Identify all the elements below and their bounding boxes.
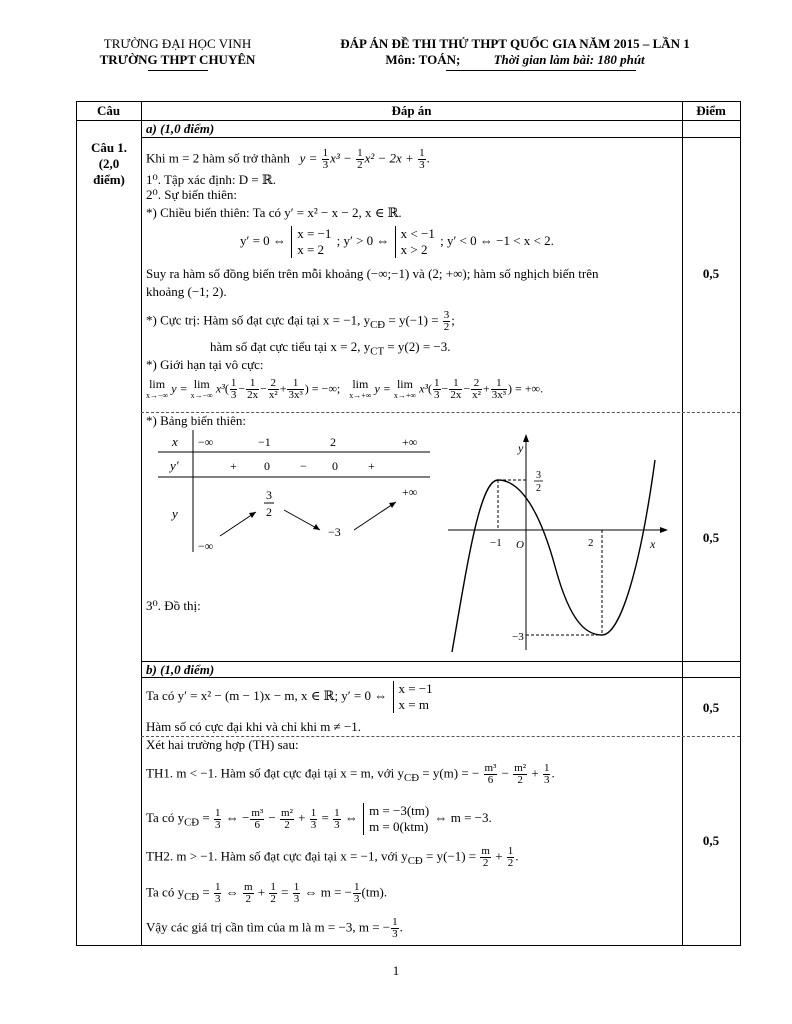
frac-den: 2x [450,389,462,401]
bbt-x-2: 2 [330,435,336,449]
bbt-yp-1: 0 [264,459,270,473]
text: Vậy các giá trị cần tìm của m là m = −3, m = − [146,919,391,935]
text: Khi m = 2 hàm số trở thành [146,150,290,166]
bbt-label: *) Bảng biến thiên: [146,413,247,428]
text: x > 2 [400,242,428,257]
part-a-title-line [141,137,740,138]
text: Ta có y [146,884,185,900]
part-b-line5: Ta có $y_{CĐ}$ = $\frac{1}{3}$ ⇔ − $\frac{\text{m³}}{6}$ − $\frac{\text{m²}}{2}$ + $\frac{1}{3}$ = $\frac{1}{3}$ ⇔ m = −3(tm) m = 0(ktm) ⇔ m = −3. [146,803,492,834]
frac-den: x² [268,389,278,401]
bbt-y-plus-inf: +∞ [402,485,418,499]
part-a-line5 [240,226,554,258]
text: = +∞. [515,381,544,396]
frac-num: 1 [449,378,462,390]
frac-num: 3 [443,309,450,321]
frac-num: 1 [357,147,363,159]
school-line2: TRƯỜNG THPT CHUYÊN [99,52,256,67]
page-number: 1 [392,963,400,978]
frac-num: 1 [287,378,303,390]
text: = y(−1) = [422,848,477,864]
question-number: Câu 1. [90,140,128,155]
graph-xlabel: x [650,537,656,551]
text: (tm). [361,884,388,900]
text: ⇔ m = −3. [434,809,492,825]
lim-subscript: x→−∞ [146,390,169,400]
score-a2: 0,5 [702,530,720,545]
part-a-line1: Khi m = 2 hàm số trở thành y = $\frac{1}{3}$ x³ − $\frac{1}{2}$ x² − 2x + $\frac{1}{3}$ . [146,147,430,171]
text: = y(m) = − [419,765,480,781]
subtitle-underline [446,70,636,71]
part-b-line1 [146,681,435,713]
frac-num: 2 [268,378,279,390]
exam-subtitle [300,52,730,68]
text: TH2. m > −1. Hàm số đạt cực đại tại x = −1, với y [146,848,408,864]
subject-label: Môn: TOÁN; [385,52,461,67]
subscript: CĐ [370,319,386,332]
part-b-title: b) (1,0 điểm) [146,662,215,677]
col-divider-2 [682,101,683,945]
part-a-line2: 1⁰. Tập xác định: D = ℝ. [146,172,276,187]
text: x = −1 [398,681,433,696]
frac-den: 3 [419,159,425,171]
score-a1: 0,5 [702,266,720,281]
frac-num: 1 [230,377,237,389]
frac-num: 1 [246,378,259,390]
frac-den: 2 [443,321,450,333]
text: x = −1 [297,226,332,241]
col-header-answer: Đáp án [391,103,432,118]
frac-den: 3x³ [288,389,303,401]
frac-den: 3x³ [491,389,506,401]
exam-header [300,36,730,71]
bbt-y-min: −3 [328,525,341,539]
part-b-title-line [141,677,740,678]
text: x < −1 [400,226,435,241]
text: = −∞; [311,381,341,396]
bbt-x-1: −1 [258,435,271,449]
text: *) Cực trị: Hàm số đạt cực đại tại x = −1, y [146,312,371,328]
text: ; y′ < 0 ⇔ −1 < x < 2. [440,232,554,248]
frac-den: 3 [230,389,237,401]
col-header-question: Câu [96,103,121,118]
function-graph [440,430,675,655]
subscript: CĐ [184,816,200,829]
part-b-line3: Xét hai trường hợp (TH) sau: [146,737,299,752]
bracket [291,226,331,258]
text: x = m [398,697,429,712]
frac-num: 2 [471,378,482,390]
part-b-line4: TH1. m < −1. Hàm số đạt cực đại tại x = m, với $y_{CĐ} = y(m)$ = − $\frac{\text{m³}}{6}$ − $\frac{\text{m²}}{2}$ + $\frac{1}{3}$ . [146,762,555,786]
col-divider-1 [141,101,142,945]
text: = y(2) = −3. [384,339,451,354]
bbt-x-0: −∞ [198,435,214,449]
school-line1: TRƯỜNG ĐẠI HỌC VINH [103,36,252,51]
bbt-y-minus-inf: −∞ [198,539,214,553]
bbt-y-max-num: 3 [266,488,272,502]
subscript: CT [370,345,385,358]
graph-origin: O [516,539,524,551]
part-b-line7: Ta có $y_{CĐ}$ = $\frac{1}{3}$ ⇔ $\frac{m}{2}$ + $\frac{1}{2}$ = $\frac{1}{3}$ ⇔ m = − $\frac{1}{3}$ (tm). [146,881,388,905]
bbt-row-yp: y′ [170,458,179,473]
bbt-row-y: y [172,506,178,521]
graph-tick-m3: −3 [512,631,524,643]
question-points: (2,0 [98,156,120,171]
frac-den: 3 [434,389,440,401]
subscript: CĐ [184,891,200,904]
bbt-yp-2: − [300,459,307,473]
part-a-limits: lim x→−∞ y = lim x→−∞ x³( $\frac{1}{3}$ − $\frac{1}{2x}$ − $\frac{2}{\text{x²}}$ + $\frac{1}{\text{3x³}}$ ) = −∞; lim x→+∞ y = lim x→+∞ x³( $\frac{1}{3}$ − $\frac{1}{2x}$ − $\frac{2}{\text{x²}}$ + $\frac{1}{\text{3x³}}$ ) = +∞. [146,376,544,401]
part-a-line10: *) Giới hạn tại vô cực: [146,357,264,372]
bbt-y-max-den: 2 [266,505,272,519]
bbt-yp-0: + [230,459,237,473]
question-points-unit: điểm) [93,172,125,187]
text: hàm số đạt cực tiểu tại x = 2, y [210,339,371,354]
variation-table [158,430,438,560]
graph-ylabel: y [518,441,524,455]
subscript: CĐ [403,772,420,785]
bbt-yp-3: 0 [332,459,338,473]
text: y′ = 0 ⇔ [240,232,286,248]
bracket [363,803,429,835]
text: m = 0(ktm) [369,819,429,834]
lim-subscript: x→−∞ [190,390,213,400]
subscript: CĐ [407,855,423,868]
header-underline [148,70,208,71]
text: = [199,884,210,900]
part-b-top-line [141,661,740,662]
school-header [90,36,265,71]
lim-subscript: x→+∞ [349,390,372,400]
text: Ta có y′ = x² − (m − 1)x − m, x ∈ ℝ; y′ = 0 ⇔ [146,687,388,703]
part-b-line6: TH2. m > −1. Hàm số đạt cực đại tại x = −1, với $y_{CĐ} = y(-1)$ = $\frac{m}{2}$ + $\frac{1}{2}$ . [146,845,519,869]
exam-title: ĐÁP ÁN ĐỀ THI THỬ THPT QUỐC GIA NĂM 2015 – LẦN 1 [340,36,690,51]
part-a-line8: *) Cực trị: Hàm số đạt cực đại tại x = −1, $y_{CĐ} = y(-1)$ = $\frac{3}{2}$ ; [146,309,455,333]
frac-den: 2 [357,159,363,171]
text: = [199,809,210,825]
score-b2: 0,5 [702,833,720,848]
frac-den: 2x [247,389,259,401]
text: x = 2 [297,242,325,257]
part-b-line8: Vậy các giá trị cần tìm của m là m = −3, m = − $\frac{1}{3}$ . [146,916,403,940]
frac-num: 1 [491,378,507,390]
graph-tick-m1: −1 [490,537,502,549]
frac-num: 1 [419,147,425,159]
time-label: Thời gian làm bài: 180 phút [493,52,645,67]
graph-tick-32-den: 2 [536,483,541,494]
text: m = −3(tm) [369,803,430,818]
part-a-line7: khoảng (−1; 2). [146,284,227,299]
question-label [80,140,138,188]
bracket [395,226,435,258]
part-a-line4: *) Chiều biến thiên: Ta có y′ = x² − x − 2, x ∈ ℝ. [146,205,402,220]
text: = y(−1) = [385,312,439,328]
part-a-line6: Suy ra hàm số đồng biến trên mỗi khoảng (−∞;−1) và (2; +∞); hàm số nghịch biến trên [146,266,599,281]
score-b1: 0,5 [702,700,720,715]
graph-tick-2: 2 [588,537,594,549]
part-a-line3: 2⁰. Sự biến thiên: [146,187,237,202]
bbt-yp-4: + [368,459,375,473]
bracket [393,681,433,713]
graph-curve [452,460,655,652]
lim-subscript: x→+∞ [393,390,417,400]
graph-tick-32-num: 3 [536,470,541,481]
graph-label: 3⁰. Đồ thị: [146,598,201,613]
frac-num: 1 [434,377,440,389]
text: Ta có y [146,809,185,825]
bbt-row-x: x [172,434,178,449]
part-a-title: a) (1,0 điểm) [146,121,215,136]
part-b-line2: Hàm số có cực đại khi và chỉ khi m ≠ −1. [146,719,362,734]
bbt-x-3: +∞ [402,435,418,449]
frac-num: 1 [322,147,329,159]
text: ⇔ m = − [304,884,352,900]
frac-den: 3 [322,159,329,171]
text: TH1. m < −1. Hàm số đạt cực đại tại x = m, với y [146,765,404,781]
col-header-score: Điểm [696,103,726,118]
frac-den: x² [472,389,481,401]
text: ; y′ > 0 ⇔ [336,232,390,248]
